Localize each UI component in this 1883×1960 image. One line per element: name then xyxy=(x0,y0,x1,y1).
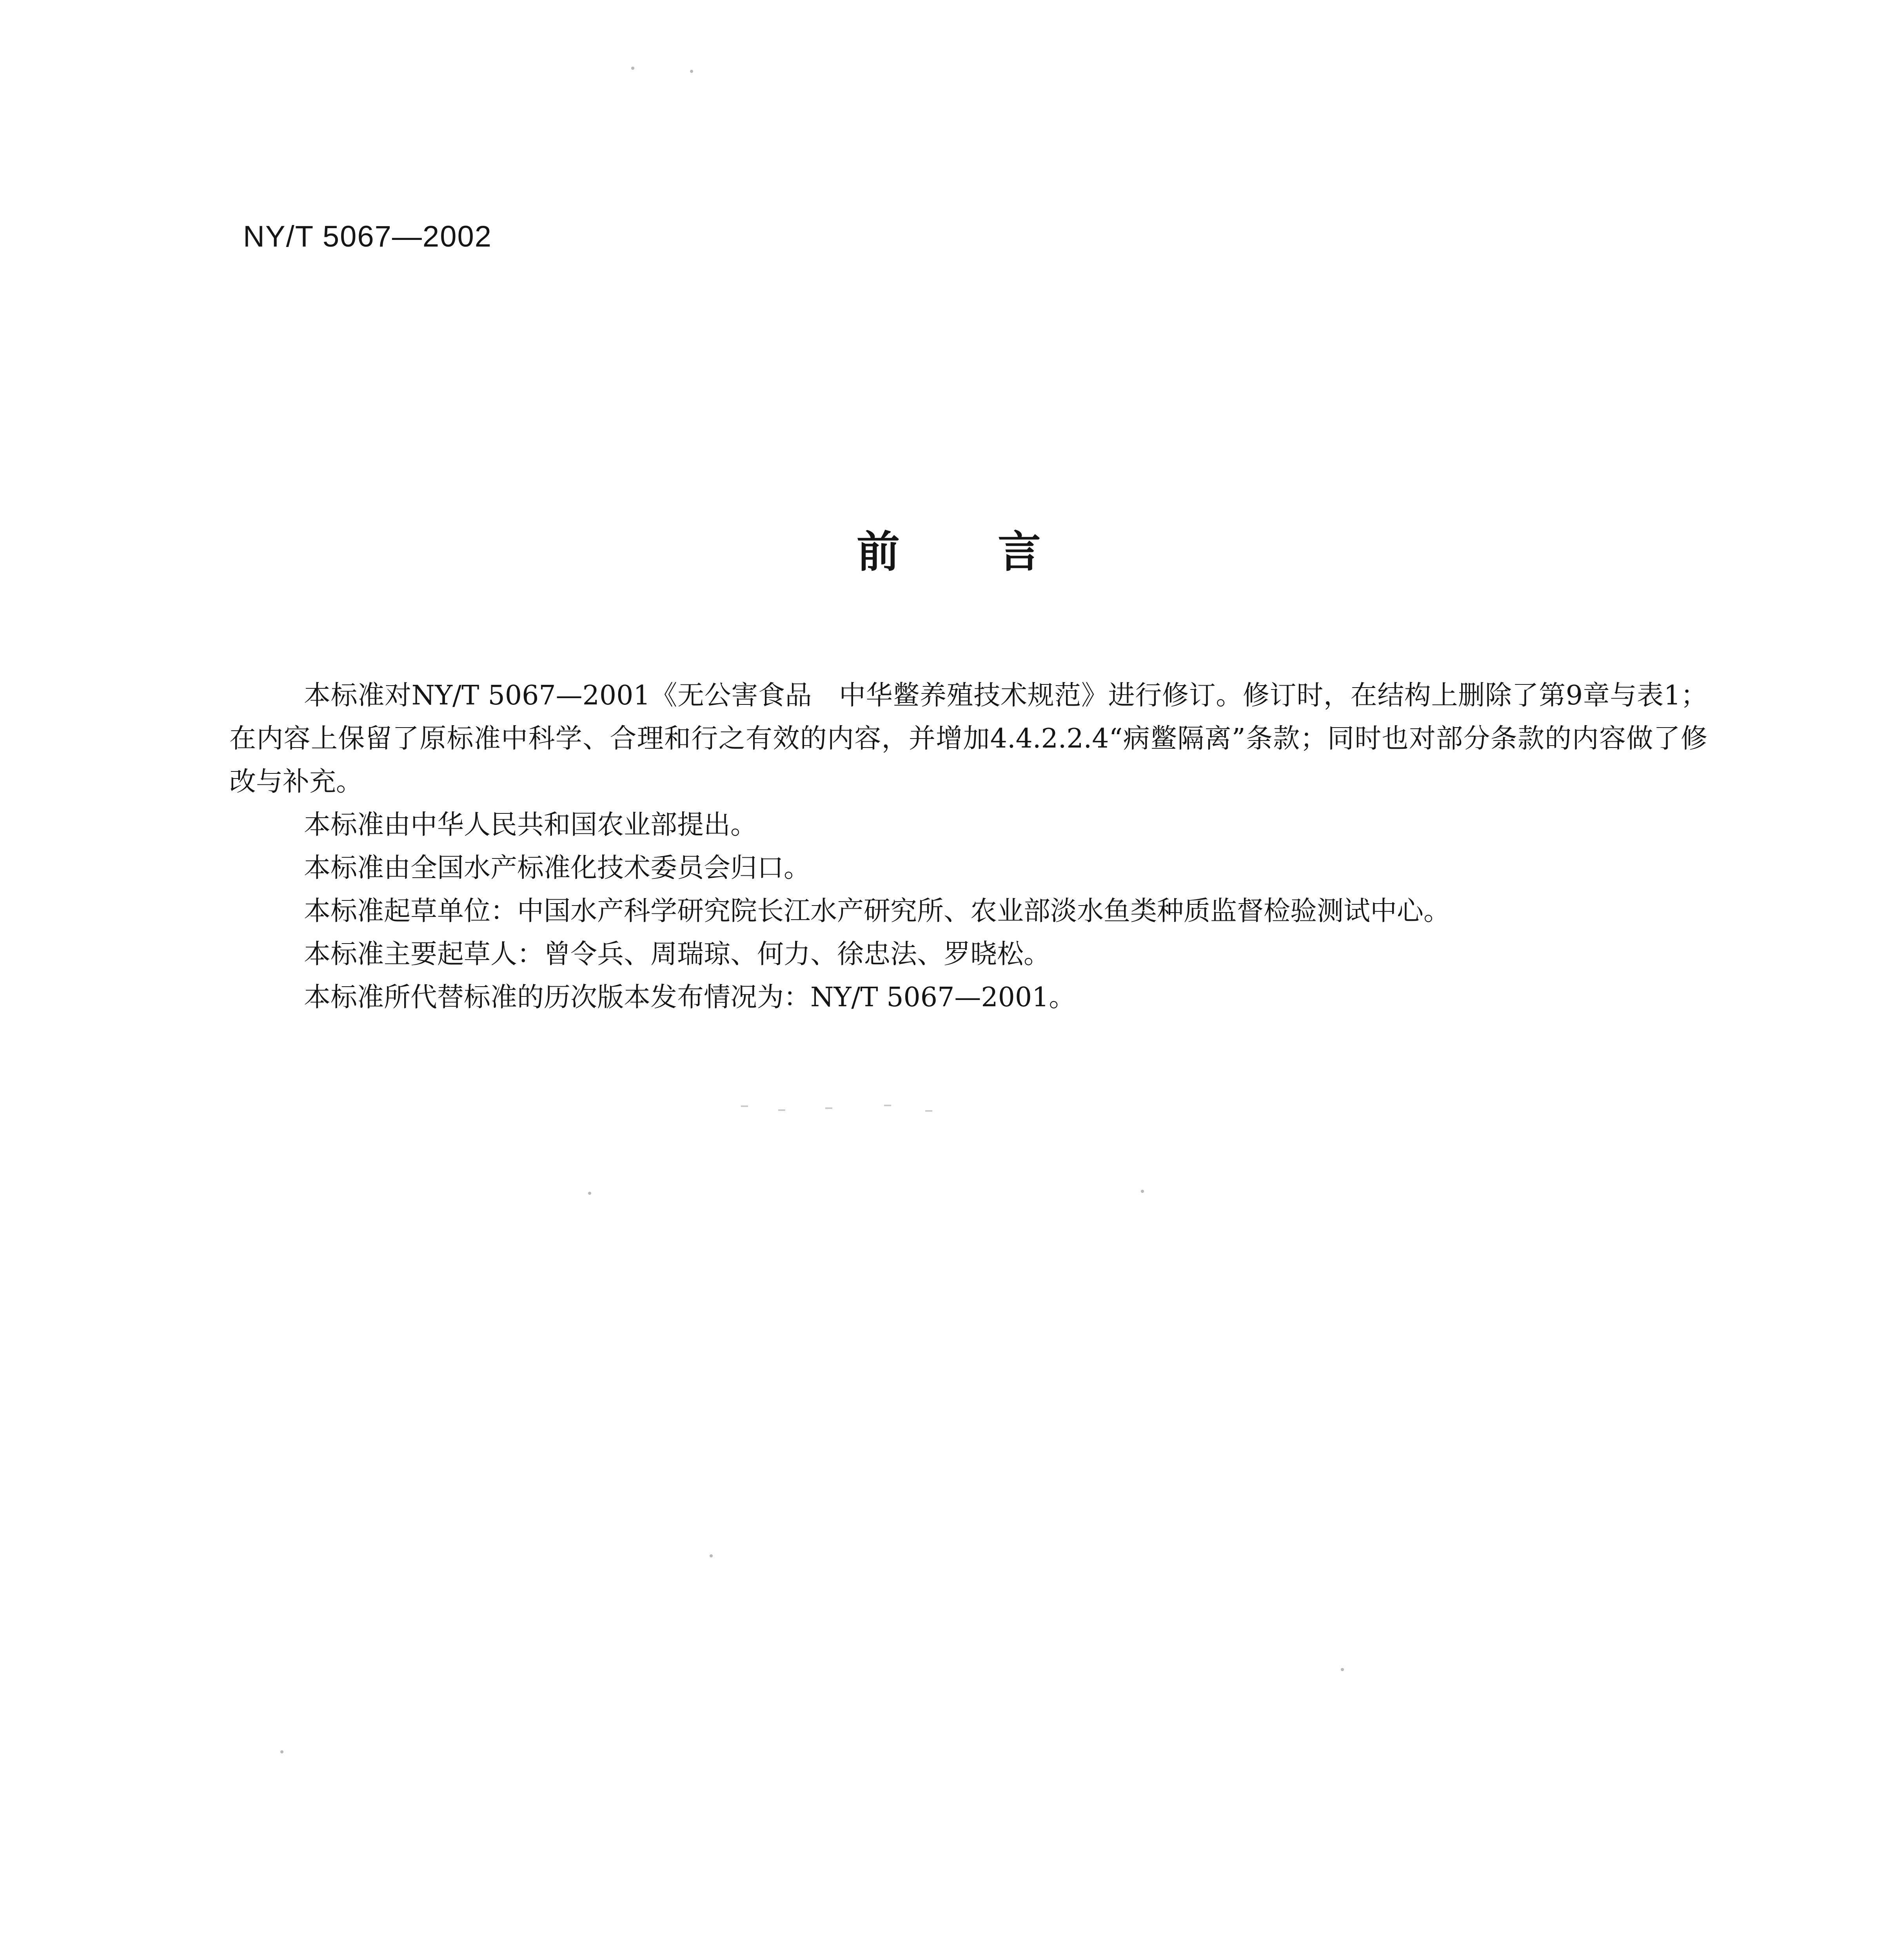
scan-speck xyxy=(1341,1668,1344,1671)
section-title: 前言 xyxy=(857,527,1139,577)
preface-paragraph: 本标准所代替标准的历次版本发布情况为：NY/T 5067—2001。 xyxy=(304,982,1076,1013)
scan-speck xyxy=(690,70,693,73)
scan-speck xyxy=(925,1110,932,1112)
scan-speck xyxy=(710,1554,713,1557)
preface-paragraph: 本标准对NY/T 5067—2001《无公害食品 中华鳖养殖技术规范》进行修订。修订时，在结构上删除了第9章与表1；在内容上保留了原标准中科学、合理和行之有效的内容，并增加4.4.2.2.4“病鳖隔离”条款；同时也对部分条款的内容做了修改与补充。 xyxy=(229,680,1707,797)
scan-speck xyxy=(1141,1190,1144,1193)
scan-speck xyxy=(825,1107,832,1109)
scan-speck xyxy=(631,67,634,70)
scan-speck xyxy=(884,1105,891,1106)
scan-speck xyxy=(778,1109,785,1111)
preface-paragraph: 本标准由全国水产标准化技术委员会归口。 xyxy=(304,853,811,884)
preface-paragraph: 本标准由中华人民共和国农业部提出。 xyxy=(304,809,757,840)
preface-content xyxy=(229,674,1707,1019)
preface-paragraph: 本标准主要起草人：曾令兵、周瑞琼、何力、徐忠法、罗晓松。 xyxy=(304,939,1051,970)
scan-speck xyxy=(280,1750,283,1753)
scan-speck xyxy=(741,1105,748,1107)
standard-code: NY/T 5067—2002 xyxy=(243,220,492,253)
preface-paragraph: 本标准起草单位：中国水产科学研究院长江水产研究所、农业部淡水鱼类种质监督检验测试中心。 xyxy=(304,896,1451,927)
scan-speck xyxy=(588,1192,591,1195)
